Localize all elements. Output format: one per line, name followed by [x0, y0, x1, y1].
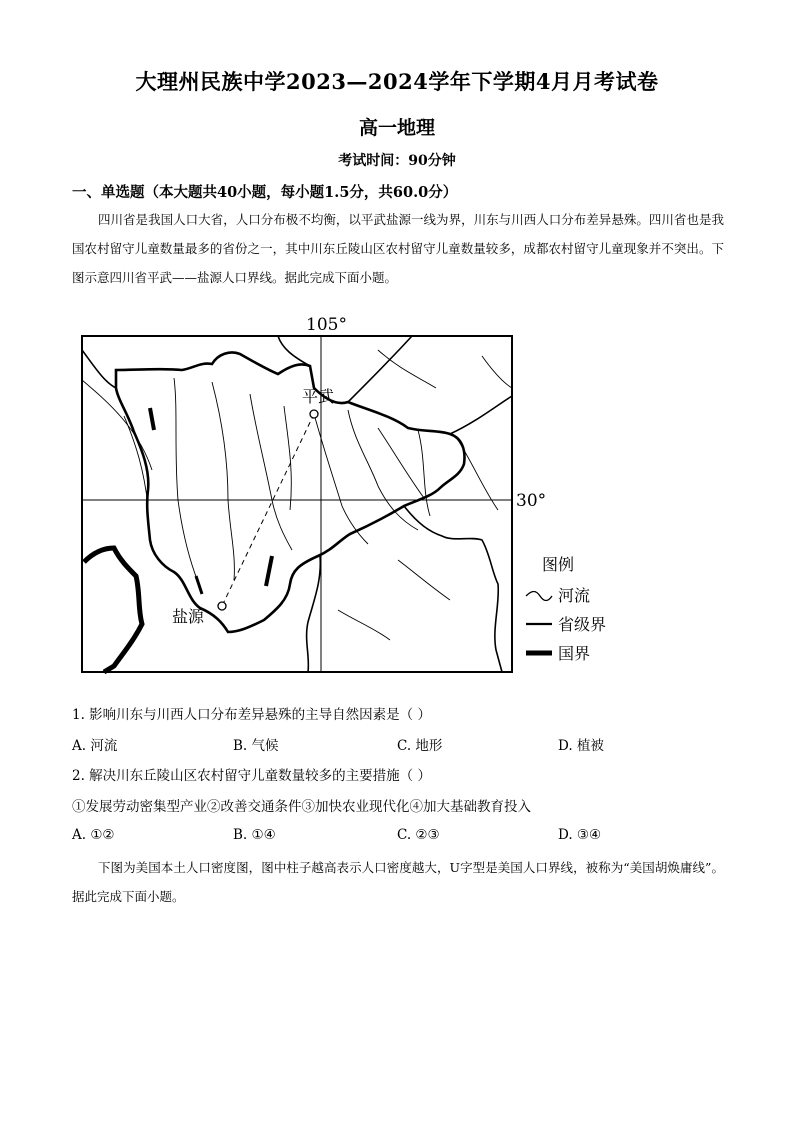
legend-title: 图例 — [542, 555, 575, 574]
legend-provincial-label: 省级界 — [558, 615, 607, 634]
legend-river-label: 河流 — [558, 586, 591, 605]
exam-title: 大理州民族中学2023—2024学年下学期4月月考试卷 — [135, 69, 659, 94]
yanyuan-label: 盐源 — [172, 607, 205, 626]
exam-time: 考试时间：90分钟 — [338, 153, 456, 169]
terrain-mark-1 — [150, 408, 154, 430]
longitude-label: 105° — [306, 315, 347, 335]
provincial-border-ne — [348, 336, 412, 402]
q2-option-c[interactable]: C. ②③ — [397, 827, 440, 843]
yanyuan-marker — [218, 602, 226, 610]
q2-option-a[interactable]: A. ①② — [72, 827, 115, 843]
question-1-stem: 1. 影响川东与川西人口分布差异悬殊的主导自然因素是（ ） — [72, 707, 431, 723]
pingwu-label: 平武 — [302, 387, 335, 406]
question-2-measures: ①发展劳动密集型产业②改善交通条件③加快农业现代化④加大基础教育投入 — [72, 799, 531, 815]
section-heading: 一、单选题（本大题共40小题，每小题1.5分，共60.0分） — [72, 184, 458, 201]
latitude-label: 30° — [516, 491, 547, 511]
national-border — [84, 548, 142, 672]
pingwu-marker — [310, 410, 318, 418]
sichuan-provincial-border — [116, 352, 464, 632]
provincial-border-east-2 — [307, 556, 321, 672]
provincial-border-w — [82, 350, 116, 388]
q2-option-b[interactable]: B. ①④ — [233, 827, 276, 843]
provincial-border-north — [278, 336, 310, 366]
terrain-mark-3 — [196, 576, 202, 594]
passage-usa: 下图为美国本土人口密度图，图中柱子越高表示人口密度越大，U字型是美国人口界线，被称为“美国胡焕庸线”。据此完成下面小题。 — [72, 860, 724, 904]
q2-option-d[interactable]: D. ③④ — [558, 827, 602, 843]
question-2-stem: 2. 解决川东丘陵山区农村留守儿童数量较多的主要措施（ ） — [72, 768, 431, 784]
map-legend — [526, 555, 606, 663]
q1-option-c[interactable]: C. 地形 — [397, 738, 443, 754]
rivers — [82, 350, 512, 640]
terrain-mark-2 — [266, 556, 272, 586]
legend-national-label: 国界 — [558, 644, 591, 663]
legend-river-icon — [526, 592, 552, 601]
q1-option-d[interactable]: D. 植被 — [558, 738, 604, 754]
q1-option-a[interactable]: A. 河流 — [72, 738, 118, 754]
q1-option-b[interactable]: B. 气候 — [233, 738, 279, 754]
provincial-border-east-1 — [404, 506, 502, 672]
subject-title: 高一地理 — [358, 117, 435, 139]
sichuan-map — [78, 310, 638, 680]
provincial-border-ne2 — [450, 396, 512, 434]
passage-sichuan: 四川省是我国人口大省，人口分布极不均衡，以平武盐源一线为界，川东与川西人口分布差异悬殊。四川省也是我国农村留守儿童数量最多的省份之一，其中川东丘陵山区农村留守儿童数量较多，成都农村留守儿童现象并不突出。下图示意四川省平武——盐源人口界线。据此完成下面小题。 — [72, 212, 724, 285]
